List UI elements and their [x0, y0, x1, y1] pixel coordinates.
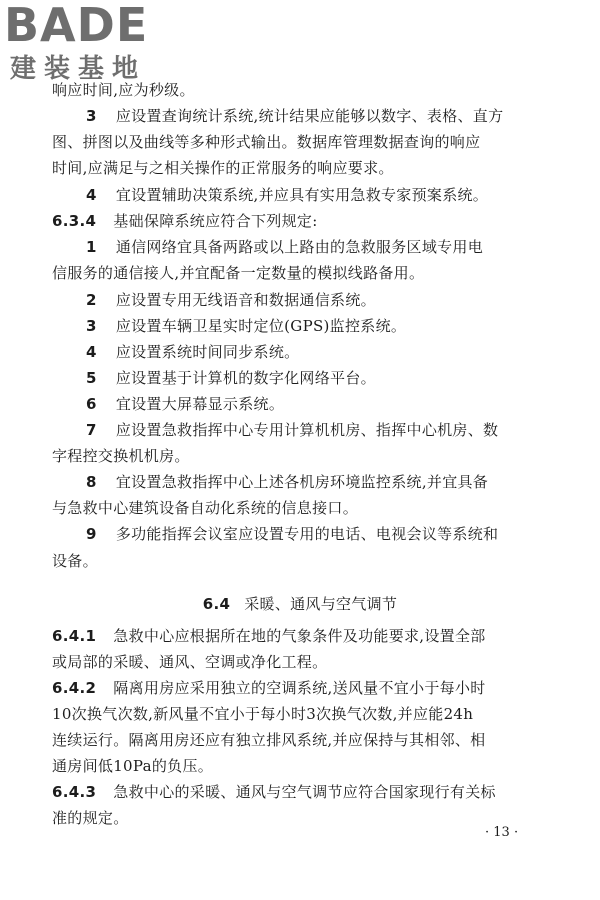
text-line: [52, 704, 600, 724]
item-number: 9: [86, 525, 97, 543]
item-number: 4: [86, 186, 97, 204]
line-text: 图、拼图以及曲线等多种形式输出。数据库管理数据查询的响应: [52, 133, 481, 151]
watermark-logo: [4, 2, 184, 90]
clause-number: 6.3.4: [52, 212, 97, 230]
line-text: 准的规定。: [52, 809, 129, 827]
list-item: [86, 472, 600, 492]
text-line: [52, 132, 600, 152]
line-text: 设备。: [52, 552, 98, 570]
text-line: [52, 80, 600, 100]
clause-number: 6.4.1: [52, 627, 97, 645]
clause: [52, 626, 600, 646]
item-number: 3: [86, 107, 97, 125]
clause-number: 6.4.3: [52, 783, 97, 801]
line-text: 通房间低10Pa的负压。: [52, 757, 214, 775]
text-line: [52, 756, 600, 776]
item-text: 多功能指挥会议室应设置专用的电话、电视会议等系统和: [115, 525, 499, 543]
item-number: 4: [86, 343, 97, 361]
item-number: 1: [86, 238, 97, 256]
list-item: [86, 342, 600, 362]
item-text: 宜设置辅助决策系统,并应具有实用急救专家预案系统。: [115, 186, 489, 204]
list-item: [86, 185, 600, 205]
list-item: [86, 316, 600, 336]
item-number: 8: [86, 473, 97, 491]
line-text: 10次换气次数,新风量不宜小于每小时3次换气次数,并应能24h: [52, 705, 474, 723]
clause-text: 隔离用房应采用独立的空调系统,送风量不宜小于每小时: [113, 679, 486, 697]
logo-subtitle: 建装基地: [10, 54, 147, 84]
section-heading: [0, 594, 600, 614]
item-number: 6: [86, 395, 97, 413]
item-number: 2: [86, 291, 97, 309]
page-number: · 13 ·: [485, 825, 519, 840]
line-text: 响应时间,应为秒级。: [52, 81, 195, 99]
text-line: [52, 158, 600, 178]
line-text: 或局部的采暖、通风、空调或净化工程。: [52, 653, 328, 671]
line-text: 时间,应满足与之相关操作的正常服务的响应要求。: [52, 159, 394, 177]
list-item: [86, 394, 600, 414]
item-text: 应设置查询统计系统,统计结果应能够以数字、表格、直方: [115, 107, 504, 125]
clause-text: 急救中心应根据所在地的气象条件及功能要求,设置全部: [113, 627, 486, 645]
section-number: 6.4: [202, 595, 231, 613]
clause: [52, 211, 600, 231]
text-line: [52, 263, 600, 283]
logo-text: BADE: [4, 0, 149, 52]
list-item: [86, 524, 600, 544]
item-text: 宜设置大屏幕显示系统。: [115, 395, 285, 413]
line-text: 与急救中心建筑设备自动化系统的信息接口。: [52, 499, 359, 517]
clause: [52, 678, 600, 698]
item-text: 应设置专用无线语音和数据通信系统。: [115, 291, 376, 309]
section-title: 采暖、通风与空气调节: [244, 595, 398, 613]
line-text: 连续运行。隔离用房还应有独立排风系统,并应保持与其相邻、相: [52, 731, 486, 749]
item-number: 5: [86, 369, 97, 387]
item-text: 应设置车辆卫星实时定位(GPS)监控系统。: [115, 317, 407, 335]
item-number: 7: [86, 421, 97, 439]
line-text: 信服务的通信接人,并宜配备一定数量的模拟线路备用。: [52, 264, 425, 282]
list-item: [86, 237, 600, 257]
list-item: [86, 290, 600, 310]
list-item: [86, 368, 600, 388]
clause-text: 急救中心的采暖、通风与空气调节应符合国家现行有关标: [113, 783, 496, 801]
item-text: 宜设置急救指挥中心上述各机房环境监控系统,并宜具备: [115, 473, 489, 491]
line-text: 字程控交换机机房。: [52, 447, 190, 465]
text-line: [52, 498, 600, 518]
clause-number: 6.4.2: [52, 679, 97, 697]
item-text: 应设置系统时间同步系统。: [115, 343, 300, 361]
list-item: [86, 420, 600, 440]
item-number: 3: [86, 317, 97, 335]
clause-text: 基础保障系统应符合下列规定:: [113, 212, 318, 230]
text-line: [52, 652, 600, 672]
item-text: 应设置基于计算机的数字化网络平台。: [115, 369, 376, 387]
item-text: 通信网络宜具备两路或以上路由的急救服务区域专用电: [115, 238, 484, 256]
text-line: [52, 446, 600, 466]
text-line: [52, 730, 600, 750]
item-text: 应设置急救指挥中心专用计算机机房、指挥中心机房、数: [115, 421, 499, 439]
clause: [52, 782, 600, 802]
text-line: [52, 551, 600, 571]
list-item: [86, 106, 600, 126]
